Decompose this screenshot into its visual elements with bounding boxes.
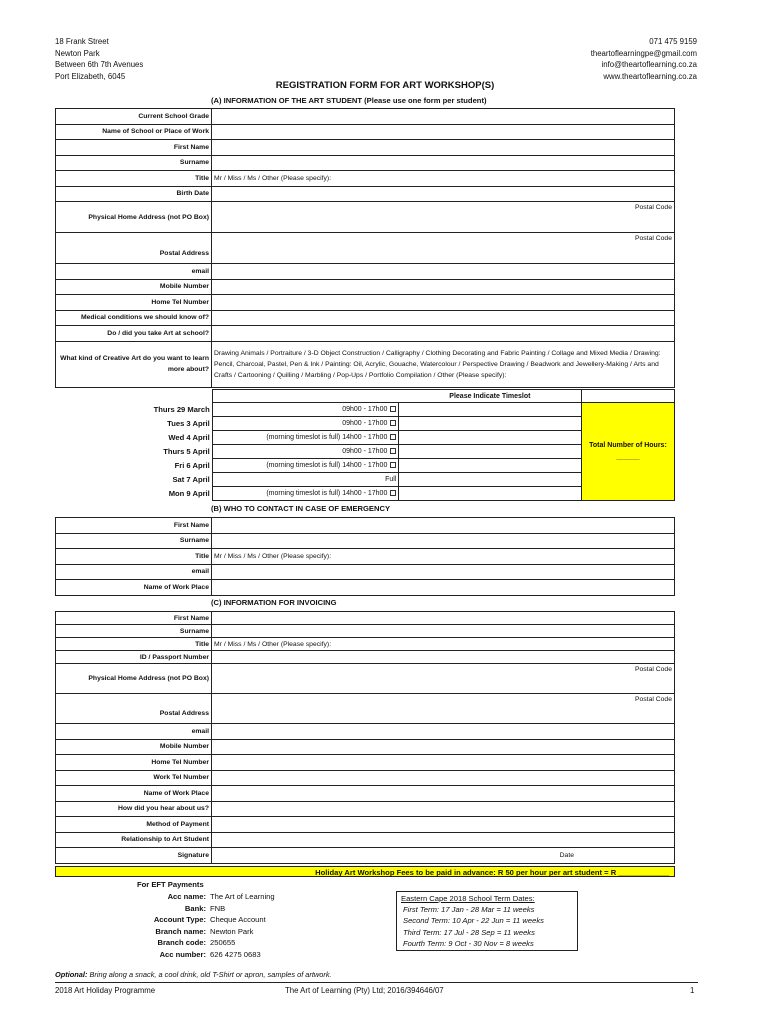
surname-field[interactable]: [212, 155, 675, 171]
field-label: Mobile Number: [56, 279, 212, 295]
eft-heading: For EFT Payments: [137, 880, 204, 889]
home-address-field[interactable]: [212, 202, 675, 233]
referral-field[interactable]: [212, 801, 675, 817]
surname-field[interactable]: [212, 533, 675, 549]
term-dates-box: [396, 891, 578, 951]
field-label: Current School Grade: [56, 109, 212, 125]
postal-address-field[interactable]: [212, 233, 675, 264]
field-label: email: [56, 564, 212, 580]
eft-value: Newton Park: [210, 926, 254, 936]
eft-key: Acc number:: [159, 949, 206, 959]
eft-value: The Art of Learning: [210, 892, 275, 901]
field-label: Relationship to Art Student: [56, 832, 212, 848]
field-label: Birth Date: [56, 186, 212, 202]
total-hours-label: Total Number of Hours:: [589, 441, 667, 449]
checkbox-icon[interactable]: [390, 462, 396, 468]
id-passport-field[interactable]: [212, 651, 675, 664]
term-line: First Term: 17 Jan - 28 Mar = 11 weeks: [403, 905, 535, 915]
workshop-day: Thurs 5 April: [163, 447, 210, 456]
eft-key: Branch code:: [157, 938, 206, 947]
field-label: Mobile Number: [56, 739, 212, 755]
first-name-field[interactable]: [212, 140, 675, 156]
page-number: 1: [690, 986, 695, 995]
payment-method-field[interactable]: [212, 817, 675, 833]
term-line: Third Term: 17 Jul - 28 Sep = 11 weeks: [403, 927, 535, 937]
first-name-field[interactable]: [212, 518, 675, 534]
form-title: REGISTRATION FORM FOR ART WORKSHOP(S): [275, 80, 495, 91]
work-place-field[interactable]: [212, 786, 675, 802]
creative-art-options[interactable]: Drawing Animals / Portraiture / 3-D Object Construction / Calligraphy / Clothing Decorating and Fabric Painting / Collage and Mixed Media / Drawing: Pencil, Charcoal, Pastel, Pen & Ink / Painting: Oil, Acrylic, Gouache, Watercolour / Perspective Drawing / Beadwork and Jewellery-Making / Arts and Crafts / Cartooning / Quilling / Marbling / Pop-Ups / Portfolio Compilation / Other (Please specify):: [212, 341, 675, 387]
checkbox-icon[interactable]: [390, 406, 396, 412]
checkbox-icon[interactable]: [390, 490, 396, 496]
timeslot-choice-field[interactable]: [399, 445, 582, 459]
field-label: Home Tel Number: [56, 295, 212, 311]
timeslot-choice-field[interactable]: [399, 417, 582, 431]
workshop-day: Thurs 29 March: [153, 405, 210, 414]
field-label: Surname: [56, 625, 212, 638]
footer-divider: [55, 982, 698, 983]
postal-code-label: Postal Code: [634, 235, 672, 242]
term-line: Fourth Term: 9 Oct - 30 Nov = 8 weeks: [403, 938, 534, 948]
workshop-day: Wed 4 April: [168, 433, 210, 442]
surname-field[interactable]: [212, 625, 675, 638]
timeslot-option[interactable]: 09h00 - 17h00: [212, 403, 399, 417]
date-label: Date: [559, 851, 574, 859]
term-line: Second Term: 10 Apr - 22 Jun = 11 weeks: [403, 916, 544, 926]
postal-code-label: Postal Code: [634, 204, 672, 211]
school-grade-field[interactable]: [212, 109, 675, 125]
signature-field[interactable]: [212, 848, 675, 864]
eft-value: 250655: [210, 938, 236, 947]
total-hours-blank: ______: [616, 453, 640, 461]
email-field[interactable]: [212, 564, 675, 580]
field-label: Medical conditions we should know of?: [56, 310, 212, 326]
email-field[interactable]: [212, 264, 675, 280]
field-label: Surname: [56, 155, 212, 171]
title-field[interactable]: Mr / Miss / Ms / Other (Please specify):: [212, 549, 675, 565]
email-address: theartoflearningpe@gmail.com: [590, 48, 697, 58]
timeslot-option[interactable]: (morning timeslot is full) 14h00 - 17h00: [212, 431, 399, 445]
timeslot-option[interactable]: (morning timeslot is full) 14h00 - 17h00: [212, 487, 399, 501]
student-info-table: [55, 108, 675, 388]
postal-code-label: Postal Code: [634, 666, 672, 673]
fees-banner: [55, 866, 675, 877]
checkbox-icon[interactable]: [390, 434, 396, 440]
field-label: First Name: [56, 612, 212, 625]
address-line: Newton Park: [55, 48, 100, 58]
address-block: [55, 36, 143, 82]
timeslot-option[interactable]: 09h00 - 17h00: [212, 417, 399, 431]
timeslot-choice-field[interactable]: [399, 459, 582, 473]
field-label: Home Tel Number: [56, 755, 212, 771]
footer-company: The Art of Learning (Pty) Ltd; 2016/394646/07: [285, 986, 444, 995]
mobile-number-field[interactable]: [212, 279, 675, 295]
timeslot-full: Full: [212, 473, 399, 487]
birth-date-field[interactable]: [212, 186, 675, 202]
field-label: email: [56, 724, 212, 740]
field-label: Work Tel Number: [56, 770, 212, 786]
eft-value: Cheque Account: [210, 915, 266, 924]
address-line: 18 Frank Street: [55, 37, 109, 46]
field-label: Name of School or Place of Work: [56, 124, 212, 140]
home-address-field[interactable]: [212, 664, 675, 694]
timeslot-option[interactable]: (morning timeslot is full) 14h00 - 17h00: [212, 459, 399, 473]
contact-block: [591, 36, 697, 82]
optional-text: Bring along a snack, a cool drink, old T-Shirt or apron, samples of artwork.: [89, 970, 332, 979]
work-tel-field[interactable]: [212, 770, 675, 786]
field-label: email: [56, 264, 212, 280]
workshop-day: Fri 6 April: [174, 461, 210, 470]
field-label: How did you hear about us?: [56, 801, 212, 817]
invoicing-table: [55, 611, 675, 864]
eft-details: [100, 891, 277, 960]
field-label: Do / did you take Art at school?: [56, 326, 212, 342]
title-field[interactable]: Mr / Miss / Ms / Other (Please specify):: [212, 638, 675, 651]
field-label: What kind of Creative Art do you want to learn more about?: [56, 341, 212, 387]
field-label: Surname: [56, 533, 212, 549]
title-field[interactable]: Mr / Miss / Ms / Other (Please specify):: [212, 171, 675, 187]
field-label: Physical Home Address (not PO Box): [56, 202, 212, 233]
timeslot-choice-field[interactable]: [399, 403, 582, 417]
field-label: Title: [56, 638, 212, 651]
eft-value: 626 4275 0683: [210, 949, 261, 959]
website: www.theartoflearning.co.za: [603, 71, 697, 81]
fees-text: Holiday Art Workshop Fees to be paid in advance: R 50 per hour per art student = R ____________: [315, 868, 669, 877]
medical-conditions-field[interactable]: [212, 310, 675, 326]
eft-value: FNB: [210, 903, 226, 913]
email-field[interactable]: [212, 724, 675, 740]
term-dates-heading: Eastern Cape 2018 School Term Dates:: [401, 894, 535, 903]
home-tel-field[interactable]: [212, 755, 675, 771]
workshop-day: Mon 9 April: [168, 489, 210, 498]
field-label: Title: [56, 171, 212, 187]
timeslot-choice-field[interactable]: [399, 487, 582, 501]
workshop-day: Sat 7 April: [172, 475, 210, 484]
field-label: Physical Home Address (not PO Box): [56, 664, 212, 694]
field-label: First Name: [56, 518, 212, 534]
address-line: Port Elizabeth, 6045: [55, 71, 126, 81]
field-label: Name of Work Place: [56, 580, 212, 596]
eft-key: Branch name:: [155, 926, 206, 936]
workshop-day: Tues 3 April: [167, 419, 210, 428]
postal-address-field[interactable]: [212, 694, 675, 724]
section-a-heading: (A) INFORMATION OF THE ART STUDENT (Please use one form per student): [211, 96, 487, 105]
field-label: ID / Passport Number: [56, 651, 212, 664]
school-name-field[interactable]: [212, 124, 675, 140]
emergency-contact-table: [55, 517, 675, 596]
field-label: First Name: [56, 140, 212, 156]
field-label: Title: [56, 549, 212, 565]
timeslot-choice-field[interactable]: [399, 431, 582, 445]
field-label: Method of Payment: [56, 817, 212, 833]
home-tel-field[interactable]: [212, 295, 675, 311]
work-place-field[interactable]: [212, 580, 675, 596]
phone-number: 071 475 9159: [649, 37, 697, 46]
mobile-number-field[interactable]: [212, 739, 675, 755]
eft-key: Acc name:: [167, 892, 206, 901]
field-label: Postal Address: [56, 694, 212, 724]
field-label: Name of Work Place: [56, 786, 212, 802]
first-name-field[interactable]: [212, 612, 675, 625]
timeslot-choice-field[interactable]: [399, 473, 582, 487]
timeslot-table: [55, 389, 675, 501]
section-b-heading: (B) WHO TO CONTACT IN CASE OF EMERGENCY: [211, 504, 391, 513]
address-line: Between 6th 7th Avenues: [55, 60, 144, 69]
optional-note: [55, 970, 332, 979]
checkbox-icon[interactable]: [390, 420, 396, 426]
footer-programme: 2018 Art Holiday Programme: [55, 986, 156, 995]
field-label: Postal Address: [56, 233, 212, 264]
indicate-timeslot-header: Please Indicate Timeslot: [399, 390, 582, 403]
section-c-heading: (C) INFORMATION FOR INVOICING: [211, 598, 337, 607]
eft-key: Bank:: [184, 903, 206, 913]
art-at-school-field[interactable]: [212, 326, 675, 342]
optional-label: Optional:: [55, 970, 88, 979]
email-address: info@theartoflearning.co.za: [601, 60, 697, 69]
checkbox-icon[interactable]: [390, 448, 396, 454]
field-label: Signature: [56, 848, 212, 864]
postal-code-label: Postal Code: [634, 696, 672, 703]
eft-key: Account Type:: [153, 915, 206, 924]
total-hours-box[interactable]: [581, 403, 674, 501]
timeslot-option[interactable]: 09h00 - 17h00: [212, 445, 399, 459]
relationship-field[interactable]: [212, 832, 675, 848]
